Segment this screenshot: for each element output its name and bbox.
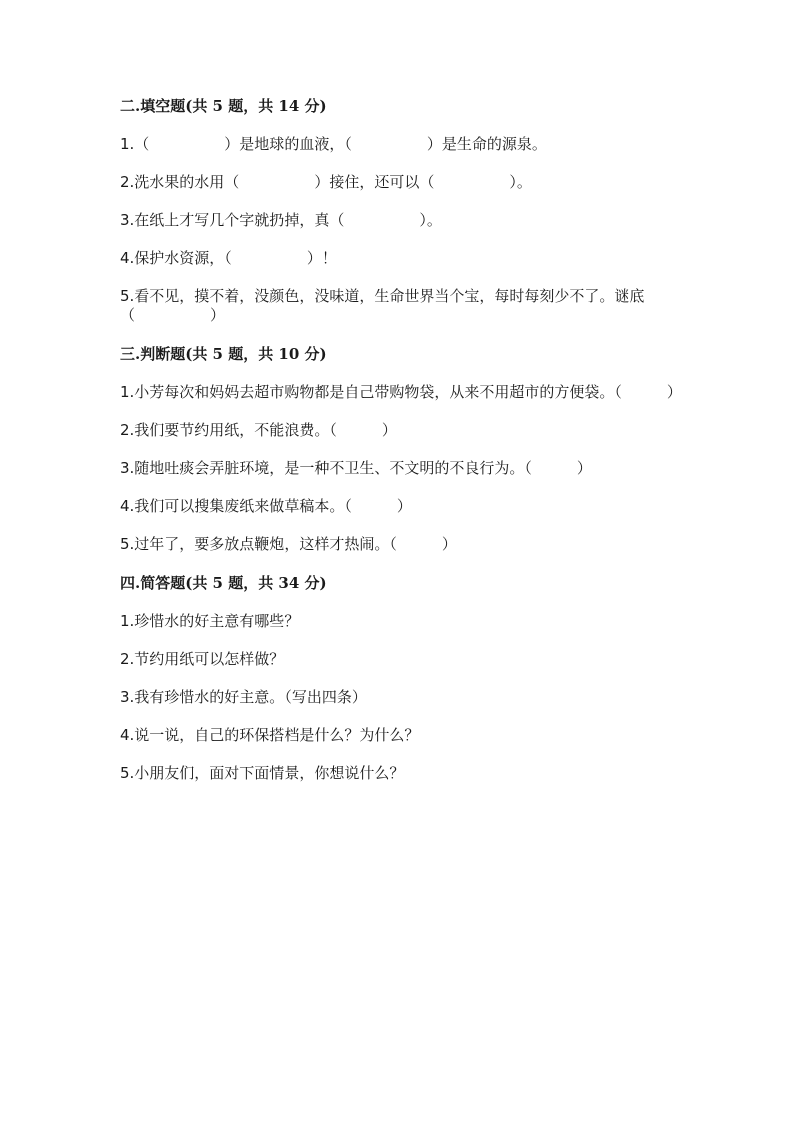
question-item: 4.保护水资源，（ ）！ <box>120 249 337 267</box>
section-short-answer <box>120 573 680 783</box>
section-fill-in-blank <box>120 96 680 325</box>
question-item: 5.小朋友们，面对下面情景，你想说什么？ <box>120 764 405 782</box>
section-title: 二.填空题(共 5 题，共 14 分) <box>120 97 327 115</box>
section-title: 四.简答题(共 5 题，共 34 分) <box>120 574 327 592</box>
question-item: 4.我们可以搜集废纸来做草稿本。（ ） <box>120 497 412 515</box>
document-page <box>120 96 680 783</box>
question-item: 2.我们要节约用纸，不能浪费。（ ） <box>120 421 397 439</box>
question-item: 3.我有珍惜水的好主意。（写出四条） <box>120 688 367 706</box>
question-item: 5.看不见，摸不着，没颜色，没味道，生命世界当个宝，每时每刻少不了。谜底（ ） <box>120 287 645 324</box>
question-item: 1.（ ）是地球的血液，（ ）是生命的源泉。 <box>120 135 547 153</box>
question-item: 5.过年了，要多放点鞭炮，这样才热闹。（ ） <box>120 535 457 553</box>
section-title: 三.判断题(共 5 题，共 10 分) <box>120 345 327 363</box>
question-item: 2.节约用纸可以怎样做？ <box>120 650 285 668</box>
question-item: 3.随地吐痰会弄脏环境，是一种不卫生、不文明的不良行为。（ ） <box>120 459 592 477</box>
section-true-false <box>120 344 680 554</box>
question-item: 1.珍惜水的好主意有哪些？ <box>120 612 300 630</box>
question-item: 1.小芳每次和妈妈去超市购物都是自己带购物袋，从来不用超市的方便袋。（ ） <box>120 383 682 401</box>
question-item: 3.在纸上才写几个字就扔掉，真（ ）。 <box>120 211 442 229</box>
question-item: 2.洗水果的水用（ ）接住，还可以（ ）。 <box>120 173 532 191</box>
question-item: 4.说一说，自己的环保搭档是什么？为什么？ <box>120 726 420 744</box>
